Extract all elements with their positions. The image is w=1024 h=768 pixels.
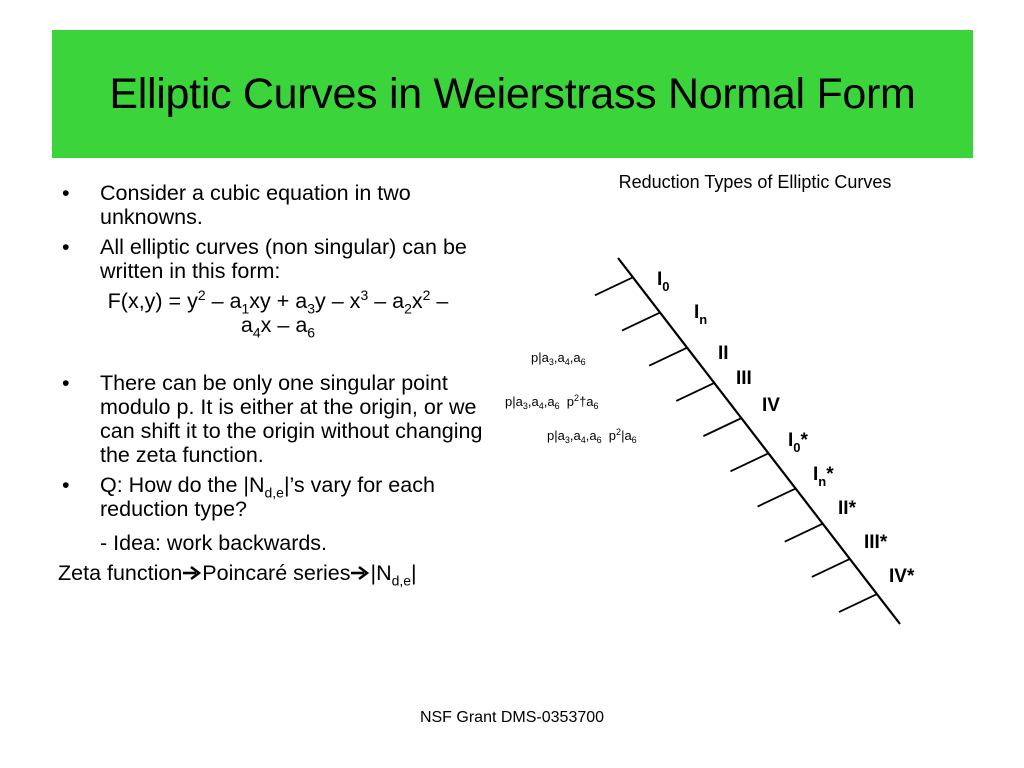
- formula-part: F(x,y) = y: [107, 289, 198, 313]
- reduction-type-label: $I_0*$: [788, 430, 808, 455]
- hatch-tick: [649, 348, 687, 366]
- hatch-tick: [676, 383, 714, 401]
- formula-sub: 1: [241, 300, 250, 317]
- hatch-tick: [595, 277, 633, 295]
- bullet-dot: •: [62, 371, 70, 395]
- hatch-tick: [839, 594, 877, 612]
- zeta-text: Zeta function: [58, 561, 183, 585]
- formula-part: y – x: [315, 289, 361, 313]
- idea-line: - Idea: work backwards.: [100, 531, 328, 555]
- bullet-dot: •: [62, 473, 70, 497]
- zeta-text: |N: [370, 561, 392, 585]
- formula-part: x – a: [260, 313, 308, 337]
- reduction-type-label: $I_0$: [657, 269, 670, 294]
- formula-part: xy + a: [249, 289, 308, 313]
- footer-grant: NSF Grant DMS-0353700: [419, 709, 605, 726]
- zeta-sub: d,e: [391, 572, 412, 589]
- formula-part: x: [411, 289, 423, 313]
- formula-exp: 2: [197, 286, 206, 303]
- reduction-type-label: IV: [762, 395, 780, 416]
- formula-part: – a: [368, 289, 405, 313]
- reduction-type-label: II: [718, 343, 729, 364]
- condition-label: $p|a_3,a_4,a_6$ $p^2|a_6$: [547, 427, 637, 445]
- bullet-dot: •: [62, 181, 70, 205]
- slide-title: Elliptic Curves in Weierstrass Normal Form: [109, 69, 916, 118]
- formula-exp: 3: [360, 286, 369, 303]
- zeta-text: Poincaré series: [202, 561, 351, 585]
- bullet-text: There can be only one singular point modulo p. It is either at the origin, or we can shift it to the origin without changing the zeta function.: [100, 371, 483, 467]
- hatch-tick: [703, 418, 741, 436]
- formula-part: a: [240, 313, 253, 337]
- q-sub: d,e: [264, 484, 284, 501]
- bullet-text: All elliptic curves (non singular) can be written in this form:: [100, 235, 467, 283]
- reduction-type-label: $I_n*$: [813, 464, 834, 489]
- bullet-dot: •: [62, 235, 70, 259]
- zeta-text: |: [411, 561, 417, 585]
- q-text: |’s vary for each reduction type?: [100, 473, 435, 521]
- reduction-type-label: $I_n$: [694, 302, 708, 327]
- formula-sub: 4: [252, 324, 261, 341]
- reduction-type-label: II*: [838, 498, 856, 519]
- hatch-tick: [730, 453, 768, 471]
- reduction-type-label: IV*: [889, 566, 915, 587]
- reduction-axis-line: [618, 258, 900, 624]
- formula-exp: 2: [422, 286, 431, 303]
- condition-label: $p|a_3,a_4,a_6$: [531, 350, 586, 367]
- formula-part: –: [430, 289, 449, 313]
- bullet-text: Consider a cubic equation in two unknowns.: [100, 181, 411, 229]
- formula-sub: 3: [307, 300, 316, 317]
- hatch-tick: [758, 489, 796, 507]
- condition-label: $p|a_3,a_4,a_6$ $p^2\dagger a_6$: [505, 393, 599, 411]
- hatch-tick: [622, 313, 660, 331]
- diagram-title: Reduction Types of Elliptic Curves: [618, 172, 892, 192]
- q-text: Q: How do the |N: [100, 473, 265, 497]
- formula-sub: 2: [404, 300, 412, 317]
- formula-part: – a: [205, 289, 242, 313]
- hatch-tick: [812, 559, 850, 577]
- formula-sub: 6: [307, 324, 316, 341]
- reduction-type-label: III: [736, 368, 752, 389]
- hatch-tick: [785, 524, 823, 542]
- reduction-type-label: III*: [864, 532, 888, 553]
